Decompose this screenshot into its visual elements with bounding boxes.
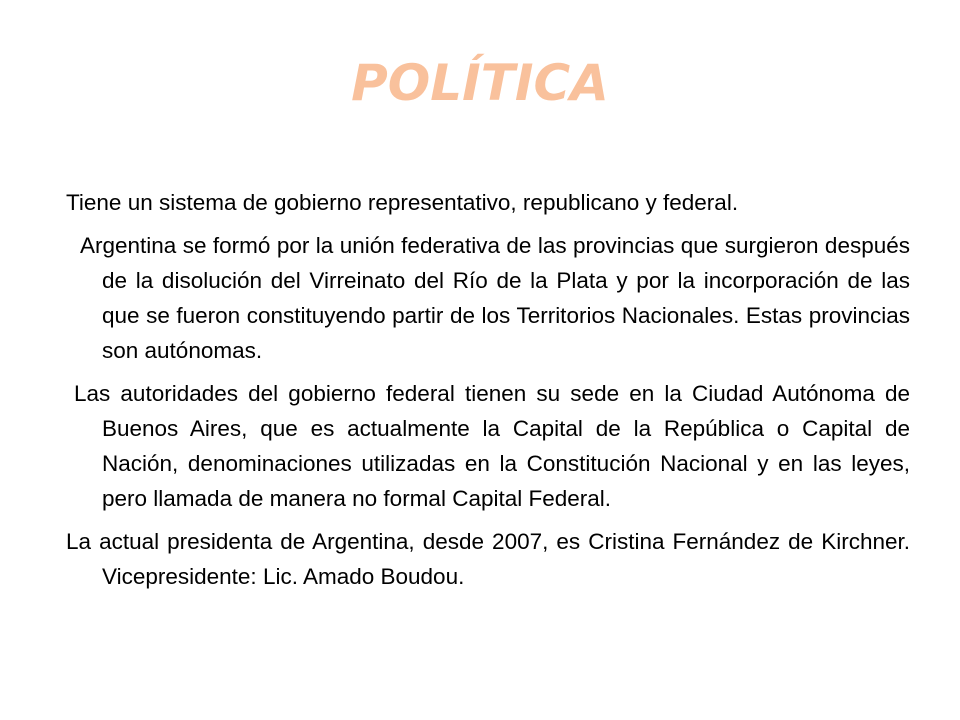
paragraph-president: La actual presidenta de Argentina, desde 2007, es Cristina Fernández de Kirchner. Vicepresidente: Lic. Amado Boudou. <box>66 529 910 589</box>
slide-body <box>66 185 910 594</box>
paragraph-formation: Argentina se formó por la unión federativa de las provincias que surgieron después de la disolución del Virreinato del Río de la Plata y por la incorporación de las que se fueron constituyendo partir de los Territorios Nacionales. Estas provincias son autónomas. <box>80 233 910 363</box>
paragraph-government-system: Tiene un sistema de gobierno representativo, republicano y federal. <box>66 190 739 215</box>
paragraph-federal-seat: Las autoridades del gobierno federal tienen su sede en la Ciudad Autónoma de Buenos Aires, que es actualmente la Capital de la República o Capital de Nación, denominaciones utilizadas en la Constitución Nacional y en las leyes, pero llamada de manera no formal Capital Federal. <box>74 381 910 511</box>
slide-title: POLÍTICA <box>351 54 609 112</box>
